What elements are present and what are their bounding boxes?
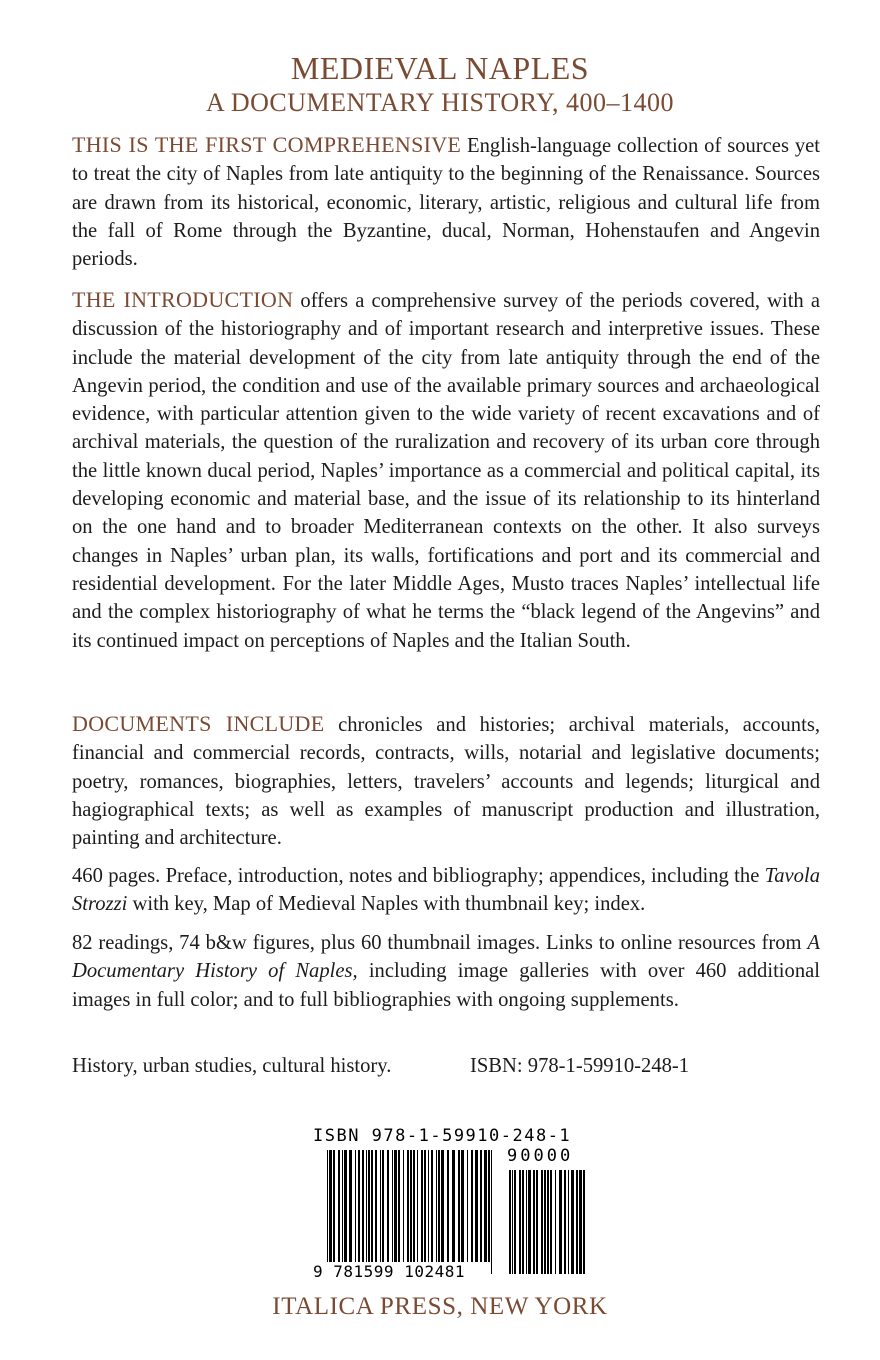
barcode-addon-bar <box>526 1170 527 1274</box>
paragraph-contents <box>72 862 820 919</box>
barcode-bar <box>371 1150 373 1262</box>
barcode-bar <box>447 1150 449 1262</box>
barcode-addon-bar <box>576 1170 578 1274</box>
barcode <box>313 1126 591 1286</box>
barcode-bar <box>428 1150 429 1262</box>
barcode-addon-bar <box>564 1170 566 1274</box>
barcode-bar <box>441 1150 444 1262</box>
subjects-line: History, urban studies, cultural history. <box>72 1055 392 1077</box>
paragraph-introduction <box>72 286 820 655</box>
paragraph-documents <box>72 710 820 852</box>
barcode-bar <box>392 1150 393 1262</box>
barcode-bar <box>421 1150 423 1262</box>
barcode-bar <box>488 1150 490 1262</box>
paragraph-text: including image galleries with over 460 additional images in full color; and to full bibliographies with ongoing supplements. <box>72 960 820 1011</box>
barcode-bar <box>480 1150 482 1262</box>
barcode-bar <box>471 1150 473 1262</box>
barcode-bar <box>410 1150 412 1274</box>
barcode-addon-bar <box>522 1170 524 1274</box>
book-subtitle: A DOCUMENTARY HISTORY, 400–1400 <box>206 88 674 117</box>
barcode-addon-bar <box>533 1170 535 1274</box>
barcode-addon-bar <box>514 1170 516 1274</box>
barcode-addon-bar <box>541 1170 543 1274</box>
barcode-bar <box>436 1150 437 1262</box>
paragraph-lead: THIS IS THE FIRST COMPREHENSIVE <box>72 132 462 157</box>
book-title: MEDIEVAL NAPLES <box>290 50 590 86</box>
paragraph-lead: THE INTRODUCTION <box>72 287 294 312</box>
barcode-addon-bar <box>509 1170 511 1274</box>
barcode-bar <box>382 1150 384 1262</box>
barcode-bar <box>380 1150 381 1262</box>
barcode-bar <box>467 1150 468 1262</box>
barcode-bar <box>375 1150 377 1262</box>
barcode-bar <box>491 1150 492 1274</box>
barcode-bar <box>349 1150 352 1262</box>
barcode-bar <box>417 1150 418 1262</box>
barcode-addon-bar <box>536 1170 538 1274</box>
barcode-addon-bar <box>512 1170 513 1274</box>
barcode-bar <box>387 1150 389 1262</box>
barcode-addon-bar <box>528 1170 531 1274</box>
paragraph-text: 460 pages. Preface, introduction, notes and bibliography; appendices, including the <box>72 865 765 887</box>
paragraph-text: English-language collection of sources yet to treat the city of Naples from late antiquity to the beginning of the Renaissance. Sources are drawn from its historical, economic, literary, artistic, religious and cultural life from the fall of Rome through the Byzantine, ducal, Norman, Hohenstaufen and Angevin periods. <box>72 135 821 271</box>
paragraph-overview <box>72 131 820 273</box>
barcode-bar <box>333 1150 335 1262</box>
barcode-bar <box>407 1150 409 1262</box>
barcode-addon-bar <box>571 1170 574 1274</box>
barcode-bar <box>358 1150 360 1262</box>
barcode-bar <box>452 1150 455 1262</box>
barcode-addon-bar <box>579 1170 582 1274</box>
barcode-bar <box>366 1150 367 1262</box>
barcode-addon-bar <box>568 1170 569 1274</box>
barcode-bar <box>475 1150 478 1262</box>
paragraph-lead: DOCUMENTS INCLUDE <box>72 711 325 736</box>
barcode-bar <box>344 1150 347 1262</box>
publisher-name: ITALICA PRESS, NEW YORK <box>272 1293 608 1320</box>
barcode-isbn-label: ISBN 978-1-59910-248-1 <box>313 1126 572 1146</box>
barcode-bar <box>438 1150 440 1262</box>
paragraph-text: offers a comprehensive survey of the periods covered, with a discussion of the historiography and of important research and interpretive issues. These include the material development of the city from late antiquity through the end of the Angevin period, the condition and use of the available primary sources and archaeological evidence, with particular attention given to the wide variety of recent excavations and of archival materials, the question of the ruralization and recovery of its urban core through the little known ducal period, Naples’ importance as a commercial and political capital, its developing economic and material base, and the issue of its relationship to its hinterland on the one hand and to broader Mediterranean contexts on the other. It also surveys changes in Naples’ urban plan, its walls, fortifications and port and its commercial and residential development. For the later Middle Ages, Musto traces Naples’ intellectual life and the complex historiography of what he terms the “black legend of the Angevins” and its continued impact on perceptions of Naples and the Italian South. <box>72 290 820 652</box>
barcode-bar <box>394 1150 397 1262</box>
paragraph-italic: A Documentary History of Naples, <box>72 932 820 983</box>
barcode-bar <box>458 1150 460 1262</box>
barcode-bar <box>342 1150 343 1262</box>
barcode-price-code: 90000 <box>507 1146 574 1166</box>
barcode-addon-bar <box>547 1170 549 1274</box>
barcode-bar <box>327 1150 328 1274</box>
barcode-addon-bar <box>555 1170 556 1274</box>
barcode-bar <box>362 1150 364 1262</box>
barcode-bar <box>413 1150 415 1262</box>
barcode-bar <box>329 1150 332 1274</box>
barcode-bar <box>398 1150 400 1262</box>
paragraph-text: with key, Map of Medieval Naples with thumbnail key; index. <box>127 893 646 916</box>
barcode-addon-bar <box>550 1170 552 1274</box>
barcode-digits: 9 781599 102481 <box>313 1262 465 1281</box>
barcode-bar <box>368 1150 370 1262</box>
barcode-bar <box>484 1150 487 1262</box>
paragraph-readings <box>72 929 820 1014</box>
barcode-bar <box>403 1150 404 1262</box>
barcode-bar <box>424 1150 426 1262</box>
barcode-addon-bar <box>544 1170 546 1274</box>
barcode-addon-bar <box>583 1170 585 1274</box>
paragraph-italic: Tavola Strozzi <box>72 865 820 916</box>
barcode-addon-bar <box>559 1170 562 1274</box>
isbn-text: ISBN: 978-1-59910-248-1 <box>470 1055 690 1077</box>
barcode-addon-bar <box>519 1170 521 1274</box>
barcode-bar <box>431 1150 433 1262</box>
barcode-bar <box>355 1150 356 1262</box>
barcode-bar <box>338 1150 340 1262</box>
paragraph-text: chronicles and histories; archival materials, accounts, financial and commercial records, contracts, wills, notarial and legislative documents; poetry, romances, biographies, letters, travelers’ accounts and legends; liturgical and hagiographical texts; as well as examples of manuscript production and illustration, painting and architecture. <box>72 714 820 850</box>
paragraph-text: 82 readings, 74 b&w figures, plus 60 thumbnail images. Links to online resources from <box>72 932 808 954</box>
barcode-bar <box>461 1150 464 1262</box>
